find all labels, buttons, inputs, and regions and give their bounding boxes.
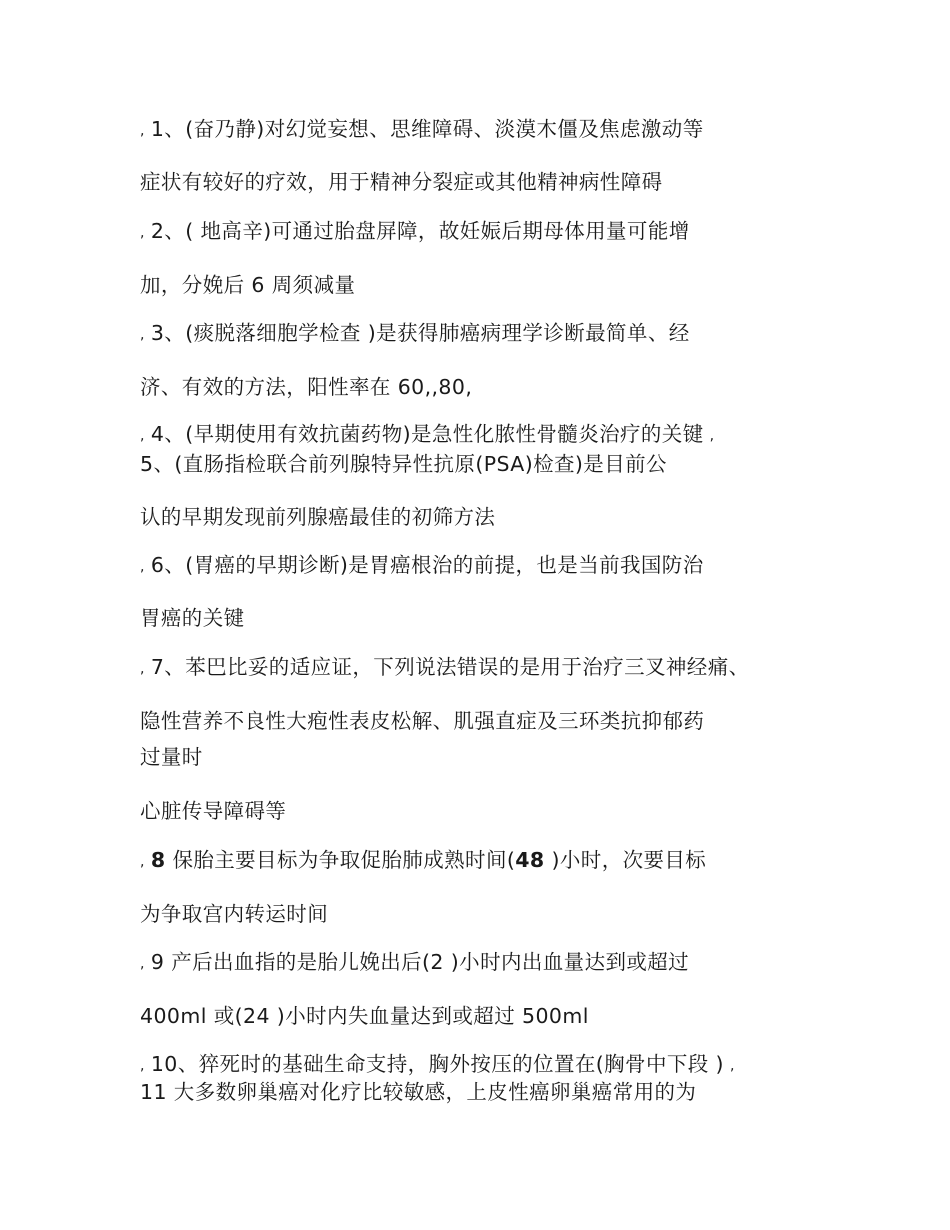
text-line [140, 421, 714, 449]
text-line [140, 320, 690, 348]
line-marker: , [140, 225, 145, 241]
line-marker: , [140, 559, 145, 575]
text-line [140, 708, 704, 734]
line-marker: , [140, 1058, 145, 1074]
text-line [140, 374, 472, 400]
text-line [140, 169, 663, 195]
line-text: 认的早期发现前列腺癌最佳的初筛方法 [140, 505, 496, 529]
line-text: 心脏传导障碍等 [140, 799, 287, 823]
line-text: )小时，次要目标 [544, 848, 707, 872]
line-marker: , [140, 428, 145, 444]
line-text: 为争取宫内转运时间 [140, 902, 329, 926]
text-line [140, 744, 203, 770]
line-text: 400ml 或(24 )小时内失血量达到或超过 500ml [140, 1004, 589, 1028]
line-marker: , [140, 661, 145, 677]
line-marker: , [140, 123, 145, 139]
text-line [140, 218, 690, 246]
text-line [140, 272, 355, 298]
line-marker: , [140, 956, 145, 972]
text-line [140, 504, 495, 530]
line-text: 9 产后出血指的是胎儿娩出后(2 )小时内出血量达到或超过 [150, 950, 690, 974]
line-text: 6、(胃癌的早期诊断)是胃癌根治的前提，也是当前我国防治 [150, 553, 704, 577]
text-line [140, 1079, 696, 1105]
line-text: 3、(痰脱落细胞学检查 )是获得肺癌病理学诊断最简单、经 [150, 321, 690, 345]
text-line [140, 654, 750, 682]
line-marker: , [140, 327, 145, 343]
line-text: 4、(早期使用有效抗菌药物)是急性化脓性骨髓炎治疗的关键 [150, 422, 704, 446]
line-text: 2、( 地高辛)可通过胎盘屏障，故妊娠后期母体用量可能增 [150, 219, 690, 243]
text-line [140, 605, 245, 631]
text-line [140, 798, 286, 824]
line-text: 10、猝死时的基础生命支持，胸外按压的位置在(胸骨中下段 ) [150, 1052, 724, 1076]
line-text: 5、(直肠指检联合前列腺特异性抗原(PSA)检查)是目前公 [140, 452, 667, 476]
line-text: 11 大多数卵巢癌对化疗比较敏感，上皮性癌卵巢癌常用的为 [140, 1080, 697, 1104]
text-line [140, 949, 689, 977]
bold-value: 48 [515, 848, 545, 872]
text-line [140, 1051, 735, 1079]
line-text: 过量时 [140, 745, 203, 769]
line-marker: , [140, 854, 145, 870]
line-text: 胃癌的关键 [140, 606, 245, 630]
text-line [140, 116, 704, 144]
text-line [140, 552, 704, 580]
text-line [140, 1003, 589, 1029]
line-text: 隐性营养不良性大疱性表皮松解、肌强直症及三环类抗抑郁药 [140, 709, 705, 733]
line-text: 7、苯巴比妥的适应证，下列说法错误的是用于治疗三叉神经痛、 [150, 655, 750, 679]
text-line [140, 847, 706, 875]
line-text: 加，分娩后 6 周须减量 [140, 273, 356, 297]
item-number: 8 [150, 848, 166, 872]
text-line [140, 901, 328, 927]
line-text: 保胎主要目标为争取促胎肺成熟时间( [165, 848, 516, 872]
line-text: 症状有较好的疗效，用于精神分裂症或其他精神病性障碍 [140, 170, 663, 194]
text-line [140, 451, 667, 477]
line-text: 1、(奋乃静)对幻觉妄想、思维障碍、淡漠木僵及焦虑激动等 [150, 117, 704, 141]
line-end-marker: , [709, 428, 715, 444]
line-end-marker: , [729, 1058, 735, 1074]
line-text: 济、有效的方法，阳性率在 60,,80, [140, 375, 473, 399]
